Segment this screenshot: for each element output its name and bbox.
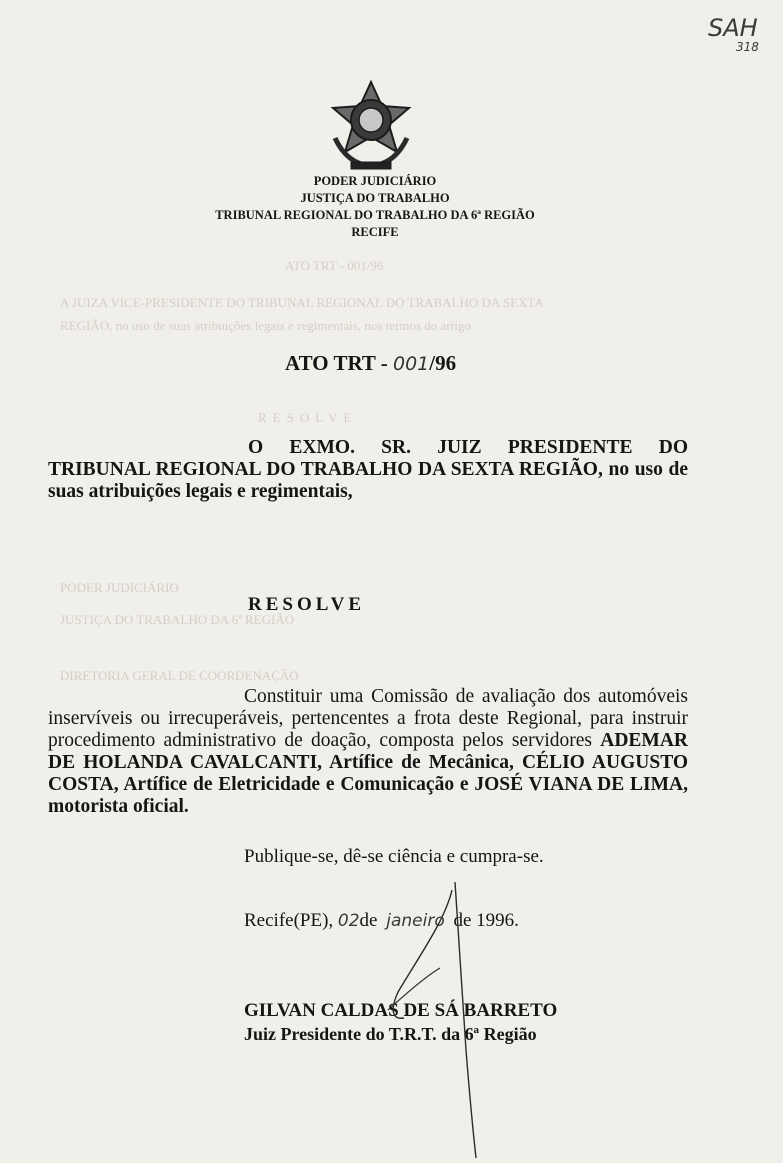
resolve-heading: RESOLVE (248, 594, 366, 615)
act-prefix: ATO TRT - (285, 351, 393, 375)
member-jose: JOSÉ VIANA DE LIMA, motorista oficial. (48, 774, 689, 817)
bleed-through-text: PODER JUDICIÁRIO (60, 580, 179, 595)
signatory-title: Juiz Presidente do T.R.T. da 6ª Região (244, 1024, 537, 1044)
bleed-through-text: JUSTIÇA DO TRABALHO DA 6ª REGIÃO (60, 612, 295, 627)
publication-order: Publique-se, dê-se ciência e cumpra-se. (244, 846, 544, 867)
signatory-name: GILVAN CALDAS DE SÁ BARRETO (244, 1000, 558, 1021)
bleed-through-text: ATO TRT - 001/96 (285, 258, 384, 273)
date-day-handwritten: 02 (337, 911, 360, 931)
header-line-justica: JUSTIÇA DO TRABALHO (300, 191, 450, 205)
handwritten-page-number: 318 (736, 40, 759, 54)
member-ademar: ADEMAR DE HOLANDA CAVALCANTI, Artífice de Mecânica, (48, 730, 688, 773)
body-text: Constituir uma Comissão de avaliação dos automóveis inservíveis ou irrecuperáveis, pertencentes a frota deste Regional, para instruir procedimento administrativo de doação, composta pelos servidores (48, 686, 688, 751)
bleed-through-text: REGIÃO, no uso de suas atribuições legais e regimentais, nos termos do artigo (60, 318, 471, 333)
date-month-handwritten: janeiro (386, 911, 445, 931)
header-line-city: RECIFE (351, 225, 399, 239)
act-suffix: /96 (429, 351, 457, 375)
date-prefix: Recife(PE), (244, 910, 334, 931)
bleed-through-text: DIRETORIA GERAL DE COORDENAÇÃO (60, 668, 299, 683)
intro-tail: no uso de suas atribuições legais e regimentais, (48, 459, 689, 502)
header-line-tribunal: TRIBUNAL REGIONAL DO TRABALHO DA 6ª REGIÃO (215, 208, 535, 222)
bleed-through-text: A JUIZA VICE-PRESIDENTE DO TRIBUNAL REGIONAL DO TRABALHO DA SEXTA (60, 295, 544, 310)
date-de: de (359, 910, 378, 931)
bleed-through-text: RESOLVE (258, 410, 358, 425)
header-line-poder: PODER JUDICIÁRIO (313, 174, 437, 188)
act-handwritten-number: 001 (393, 353, 430, 375)
date-year: de 1996. (453, 910, 519, 931)
intro-lead: O EXMO. SR. JUIZ PRESIDENTE DO TRIBUNAL REGIONAL DO TRABALHO DA SEXTA REGIÃO, (48, 437, 688, 480)
handwritten-initials: SAH (708, 14, 758, 42)
member-celio: CÉLIO AUGUSTO COSTA, Artífice de Eletricidade e Comunicação (48, 752, 689, 795)
conjunction: e (459, 774, 469, 795)
